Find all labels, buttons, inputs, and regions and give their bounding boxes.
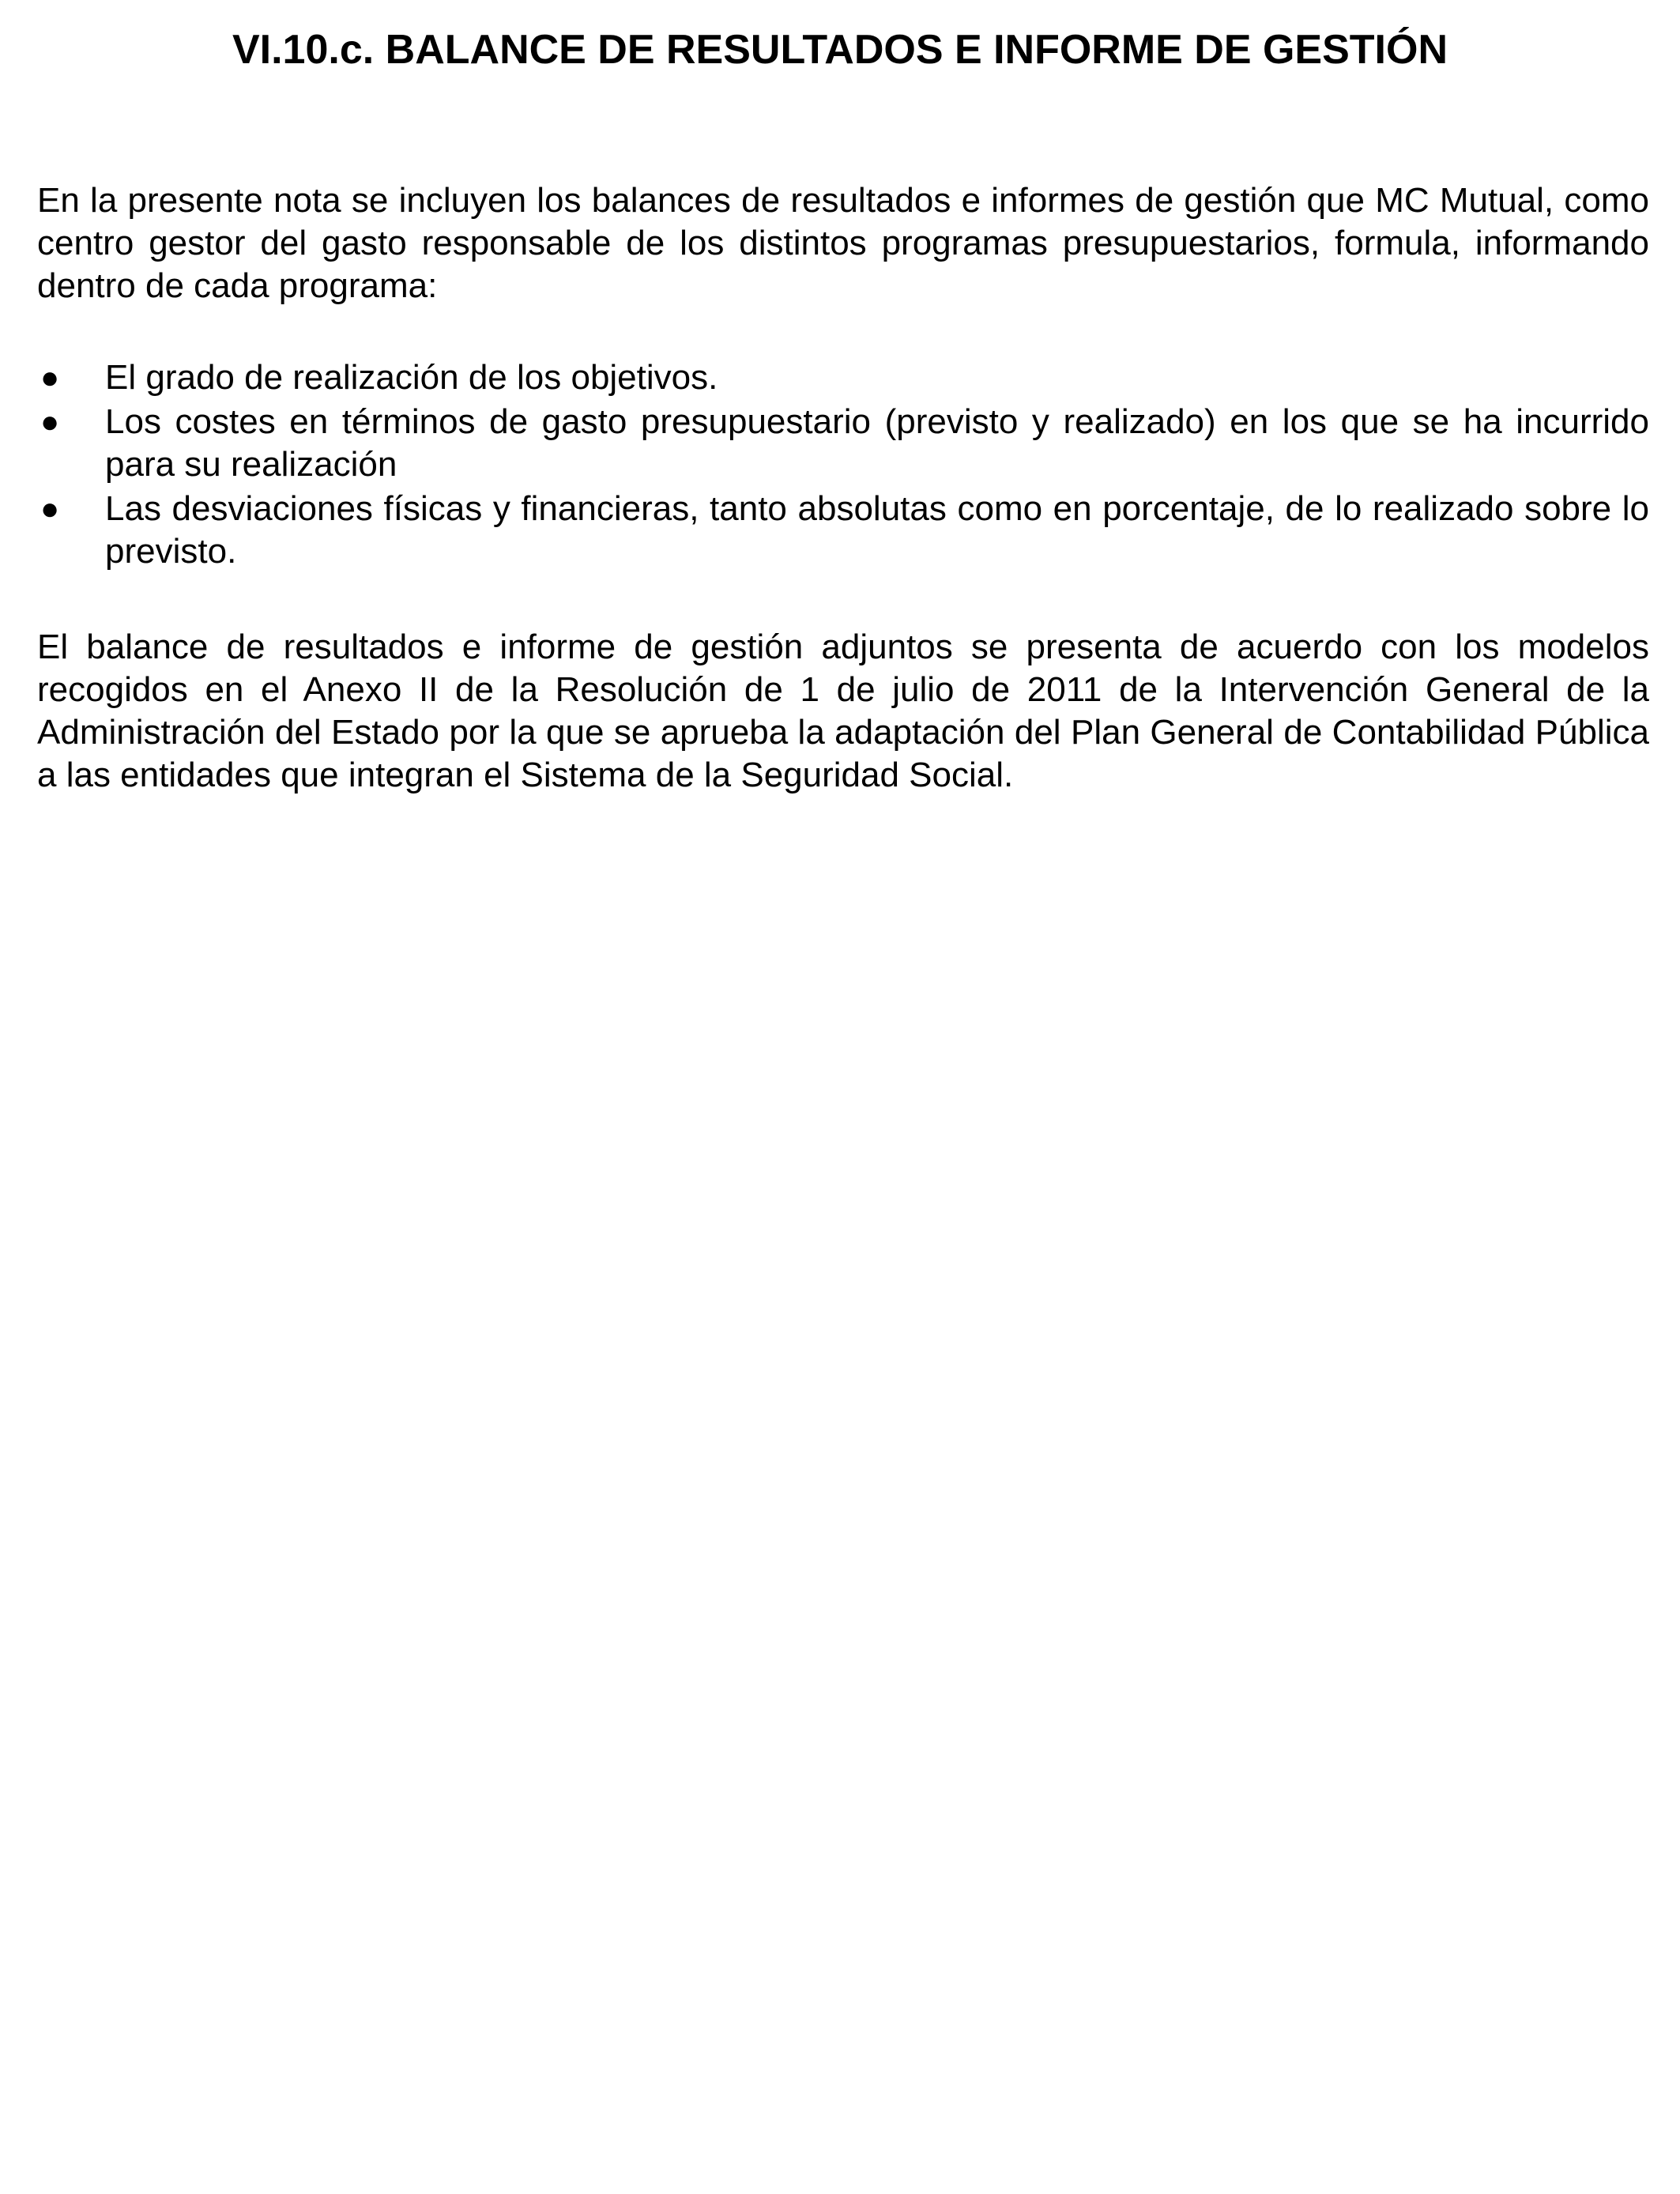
bullet-icon: ●: [40, 360, 60, 395]
intro-paragraph: En la presente nota se incluyen los balances de resultados e informes de gestión que MC Mutual, como centro gestor del gasto responsable de los distintos programas presupuestarios, formula, informando dentro de cada programa:: [37, 181, 1649, 305]
bullet-text: Los costes en términos de gasto presupuestario (previsto y realizado) en los que se ha incurrido para su realización: [105, 402, 1649, 484]
bullet-list: [37, 356, 1649, 575]
page-title: VI.10.c. BALANCE DE RESULTADOS E INFORME DE GESTIÓN: [232, 27, 1448, 73]
bullet-item: [37, 356, 1649, 399]
bullet-item: [37, 488, 1649, 573]
bullet-text: El grado de realización de los objetivos.: [105, 358, 718, 397]
bullet-icon: ●: [40, 492, 60, 526]
closing-paragraph: El balance de resultados e informe de gestión adjuntos se presenta de acuerdo con los modelos recogidos en el Anexo II de la Resolución de 1 de julio de 2011 de la Intervención General de la Administración del Estado por la que se aprueba la adaptación del Plan General de Contabilidad Pública a las entidades que integran el Sistema de la Seguridad Social.: [37, 628, 1649, 794]
bullet-text: Las desviaciones físicas y financieras, tanto absolutas como en porcentaje, de lo realizado sobre lo previsto.: [105, 489, 1649, 571]
bullet-icon: ●: [40, 405, 60, 439]
bullet-item: [37, 401, 1649, 486]
